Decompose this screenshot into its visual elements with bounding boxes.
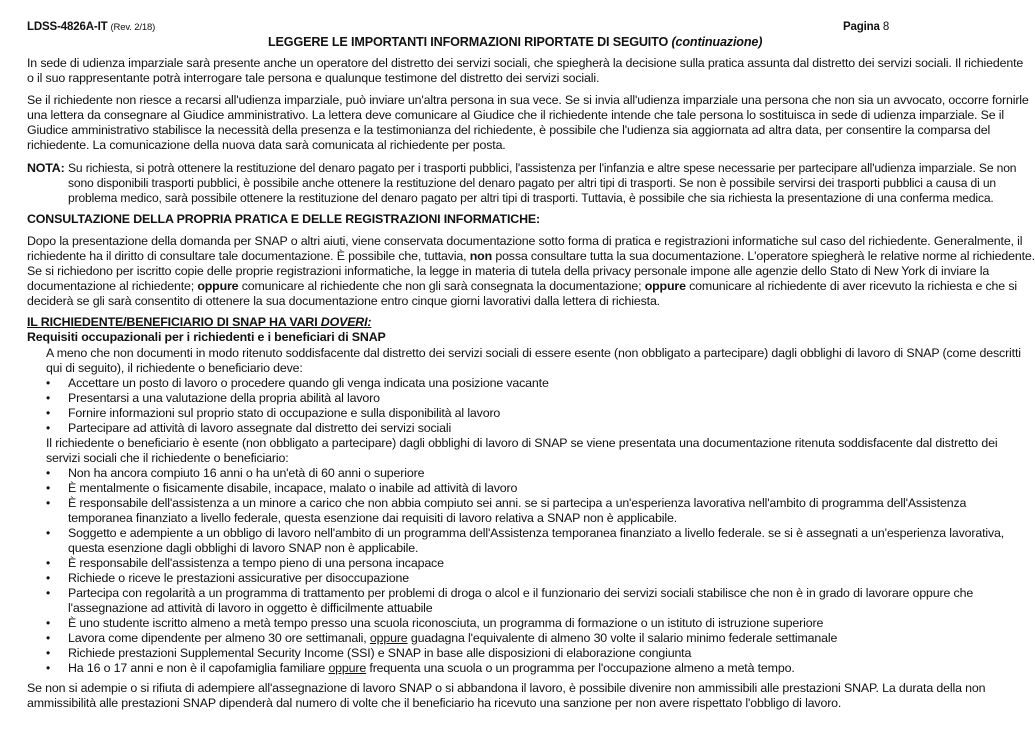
emphasis-oppure: oppure	[644, 279, 686, 293]
text-line: sono disponibili trasporti pubblici, è possibile anche ottenere la restituzione del denaro pagato per altri tipi di trasporti. Se non è possibile servirsi dei trasporti pubblici a causa di un	[68, 176, 996, 190]
bullet-icon: •	[46, 421, 51, 435]
list-item-text	[68, 496, 966, 526]
text-line: Giudice amministrativo stabilisce la necessità della presenza e la testimonianza del richiedente, è possibile che l'udienza sia aggiornata ad altra data, per consentire la comparsa del	[27, 123, 991, 137]
list-item	[46, 556, 926, 571]
bullet-icon: •	[46, 466, 51, 480]
page-title-continued: (continuazione)	[671, 35, 763, 49]
section-heading-consultazione: CONSULTAZIONE DELLA PROPRIA PRATICA E DELLE REGISTRAZIONI INFORMATICHE:	[27, 212, 540, 226]
form-id	[27, 20, 155, 35]
page-title	[268, 35, 762, 50]
page-number	[843, 20, 889, 35]
list-item-text: Partecipare ad attività di lavoro assegnate dal distretto dei servizi sociali	[68, 421, 452, 435]
text-span: comunicare al richiedente di aver ricevuto la richiesta e che si	[685, 279, 1017, 293]
list-item-text: Fornire informazioni sul proprio stato di occupazione e sulla disponibilità al lavoro	[68, 406, 501, 420]
bullet-icon: •	[46, 526, 51, 540]
list-item	[46, 631, 926, 646]
text-line: servizi sociali che il richiedente o beneficiario:	[46, 451, 289, 465]
form-id-text: LDSS-4826A-IT	[27, 21, 108, 33]
text-line: In sede di udienza imparziale sarà presente anche un operatore del distretto dei servizi sociali, che spiegherà la decisione sulla pratica assunta dal distretto dei servizi sociali. Il richiedente	[27, 56, 1024, 70]
list-item	[46, 586, 974, 616]
list-item-text	[68, 661, 795, 676]
paragraph-consultazione	[27, 234, 1035, 309]
text-line: Se si richiedono per iscritto copie delle proprie registrazioni informatiche, la legge in materia di tutela della privacy personale impone alle agenzie dello Stato di New York di inviare la	[27, 264, 990, 278]
text-line: richiedente. La comunicazione della nuova data sarà comunicata al richiedente per posta.	[27, 138, 506, 152]
list-item-text: Richiede o riceve le prestazioni assicurative per disoccupazione	[68, 571, 409, 585]
text-line	[27, 279, 1035, 294]
list-esenzioni	[46, 466, 1005, 676]
text-line: Se non si adempie o si rifiuta di adempiere all'assegnazione di lavoro SNAP o si abbandona il lavoro, è possibile divenire non ammissibili alle prestazioni SNAP. La durata della non	[27, 681, 986, 695]
list-item	[46, 376, 926, 391]
revision-text: (Rev. 2/18)	[110, 22, 156, 33]
text-line: Soggetto e adempiente a un obbligo di lavoro nell'ambito di un programma dell'Assistenza temporanea finanziato a livello federale. se si è assegnati a un'esperienza lavorativa,	[68, 526, 1005, 540]
list-item	[46, 571, 926, 586]
bullet-icon: •	[46, 406, 51, 420]
bullet-icon: •	[46, 391, 51, 405]
text-line: temporanea finanziato a livello federale, questa esenzione dai requisiti di lavoro relativa a SNAP non è applicabile.	[68, 511, 678, 525]
list-item-text: È responsabile dell'assistenza a tempo pieno di una persona incapace	[68, 556, 444, 570]
list-item-text	[68, 586, 973, 616]
list-item-text	[68, 526, 1004, 556]
list-item-text: È mentalmente o fisicamente disabile, incapace, malato o inabile ad attività di lavoro	[68, 481, 518, 495]
text-line: Il richiedente o beneficiario è esente (non obbligato a partecipare) dagli obblighi di lavoro di SNAP se viene presentata una documentazione ritenuta soddisfacente dal distretto dei	[46, 436, 998, 450]
nota-text	[68, 161, 1016, 206]
list-item-text: Accettare un posto di lavoro o procedere quando gli venga indicata una posizione vacante	[68, 376, 549, 390]
text-line: qui di seguito), il richiedente o beneficiario deve:	[46, 361, 303, 375]
list-item	[46, 391, 926, 406]
bullet-icon: •	[46, 661, 51, 675]
bullet-icon: •	[46, 481, 51, 495]
page-label: Pagina	[843, 21, 880, 33]
list-item	[46, 481, 926, 496]
list-item	[46, 496, 967, 526]
bullet-icon: •	[46, 376, 51, 390]
list-item	[46, 661, 926, 676]
list-item-text: Non ha ancora compiuto 16 anni o ha un'età di 60 anni o superiore	[68, 466, 425, 480]
subheading-requisiti: Requisiti occupazionali per i richiedenti e i beneficiari di SNAP	[27, 330, 386, 344]
text-line: Se il richiedente non riesce a recarsi all'udienza imparziale, può inviare un'altra persona in sua vece. Se si invia all'udienza imparziale una persona che non sia un avvocato, occorre fornirle	[27, 93, 1029, 107]
text-line: È responsabile dell'assistenza a un minore a carico che non abbia compiuto sei anni. se si partecipa a un'esperienza lavorativa nell'ambito di programma dell'Assistenza	[68, 496, 967, 510]
list-item-text: Richiede prestazioni Supplemental Security Income (SSI) e SNAP in base alle disposizioni di elaborazione congiunta	[68, 646, 692, 660]
emphasis-non: non	[469, 249, 493, 263]
text-span: frequenta una scuola o un programma per l'occupazione almeno a metà tempo.	[366, 661, 795, 675]
text-line: deciderà se gli sarà consentito di ottenere la sua documentazione entro cinque giorni lavorativi dalla lettera di richiesta.	[27, 294, 660, 308]
paragraph-doveri-intro	[46, 346, 1021, 376]
text-span: guadagna l'equivalente di almeno 30 volte il salario minimo federale settimanale	[407, 631, 838, 645]
bullet-icon: •	[46, 616, 51, 630]
bullet-icon: •	[46, 571, 51, 585]
text-line: l'assegnazione ad attività di lavoro in oggetto è difficilmente attuabile	[68, 601, 433, 615]
text-span: possa consultare tutta la sua documentazione. L'operatore spiegherà le relative norme al richiedente.	[492, 249, 1035, 263]
bullet-icon: •	[46, 556, 51, 570]
bullet-icon: •	[46, 646, 51, 660]
text-line: Dopo la presentazione della domanda per SNAP o altri aiuti, viene conservata documentazione sotto forma di pratica e registrazioni informatiche sul caso del richiedente. Generalmente, il	[27, 234, 1023, 248]
paragraph-hearing-operator	[27, 56, 1023, 86]
list-item	[46, 616, 926, 631]
heading-text: IL RICHIEDENTE/BENEFICIARIO DI SNAP HA VARI	[27, 315, 321, 329]
emphasis-oppure: oppure	[197, 279, 239, 293]
list-obblighi	[46, 376, 926, 436]
text-line: Su richiesta, si potrà ottenere la restituzione del denaro pagato per i trasporti pubblici, l'assistenza per l'infanzia e altre spese necessarie per partecipare all'udienza imparziale. Se non	[68, 161, 1017, 175]
nota-label: NOTA:	[27, 161, 65, 175]
text-line: A meno che non documenti in modo ritenuto soddisfacente dal distretto dei servizi sociali di essere esente (non obbligato a partecipare) dagli obblighi di lavoro di SNAP (come descritti	[46, 346, 1021, 360]
paragraph-esenzione-intro	[46, 436, 997, 466]
page-title-text: LEGGERE LE IMPORTANTI INFORMAZIONI RIPORTATE DI SEGUITO	[268, 35, 669, 49]
text-line: una lettera da consegnare al Giudice amministrativo. La lettera deve comunicare al Giudice che il richiedente intende che tale persona lo sostituisca in sede di udienza imparziale. Se il	[27, 108, 1004, 122]
list-item-text: Presentarsi a una valutazione della propria abilità al lavoro	[68, 391, 380, 405]
bullet-icon: •	[46, 631, 51, 645]
text-line: problema medico, sarà possibile ottenere la restituzione del denaro pagato per altri tipi di trasporti. Tuttavia, è possibile che sia richiesta la presentazione di una conferma medica.	[68, 191, 994, 205]
bullet-icon: •	[46, 496, 51, 510]
list-item-text	[68, 631, 837, 646]
list-item-text: È uno studente iscritto almeno a metà tempo presso una scuola riconosciuta, un programma di formazione o un istituto di istruzione superiore	[68, 616, 824, 630]
text-line: questa esenzione dagli obblighi di lavoro SNAP non è applicabile.	[68, 541, 419, 555]
text-line: o il suo rappresentante potrà interrogare tale persona e qualunque testimone del distretto dei servizi sociali.	[27, 71, 600, 85]
text-span: richiedente ha il diritto di consultare tale documentazione. È possibile che, tuttavia,	[27, 249, 470, 263]
heading-emphasis: DOVERI:	[320, 315, 372, 329]
text-line: ammissibilità alle prestazioni SNAP dipenderà dal numero di volte che il beneficiario ha ricevuto una sanzione per non avere rispettato l'obbligo di lavoro.	[27, 696, 842, 710]
paragraph-substitute	[27, 93, 1029, 153]
list-item	[46, 421, 926, 436]
list-item	[46, 526, 1005, 556]
text-line: Partecipa con regolarità a un programma di trattamento per problemi di droga o alcol e il funzionario dei servizi sociali stabilisce che non è in grado di lavorare oppure che	[68, 586, 974, 600]
text-span: Ha 16 o 17 anni e non è il capofamiglia familiare	[68, 661, 329, 675]
bullet-icon: •	[46, 586, 51, 600]
text-span: comunicare al richiedente che non gli sarà consegnata la documentazione;	[238, 279, 645, 293]
text-span: Lavora come dipendente per almeno 30 ore settimanali,	[68, 631, 370, 645]
list-item	[46, 466, 926, 481]
paragraph-sanzioni	[27, 681, 985, 711]
text-span: documentazione al richiedente;	[27, 279, 198, 293]
section-heading-doveri	[27, 315, 371, 330]
list-item	[46, 406, 926, 421]
list-item	[46, 646, 926, 661]
emphasis-oppure: oppure	[328, 661, 367, 675]
emphasis-oppure: oppure	[369, 631, 408, 645]
page-number-value: 8	[882, 21, 890, 33]
text-line	[27, 249, 1035, 264]
